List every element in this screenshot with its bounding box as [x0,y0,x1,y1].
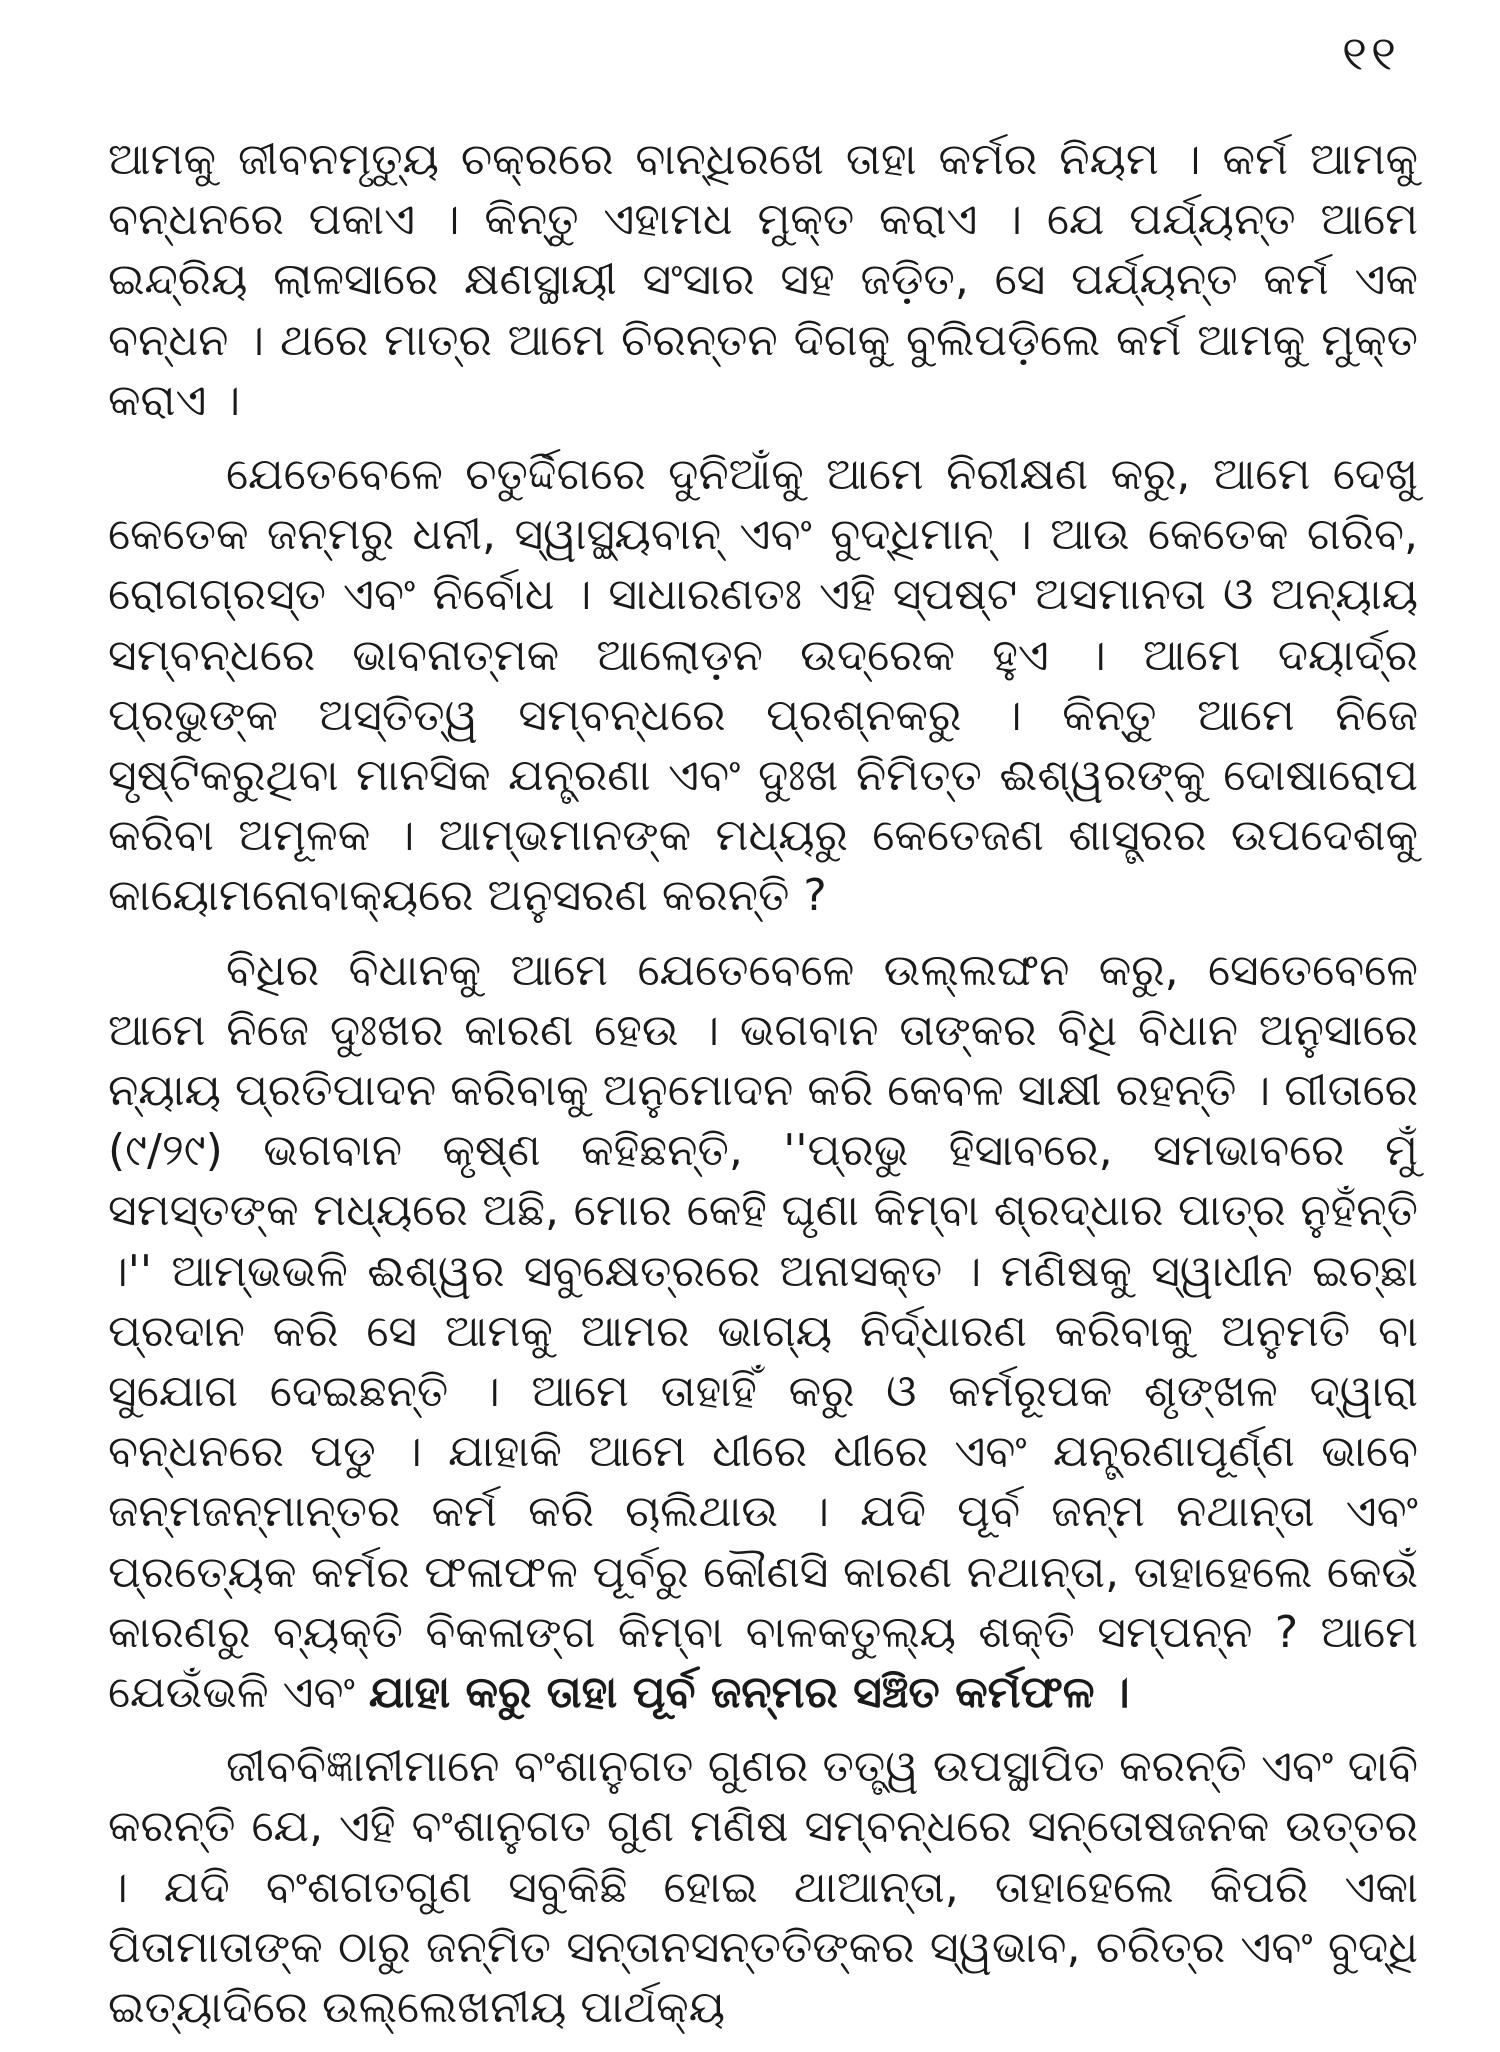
paragraph-4 [108,1737,1418,2038]
paragraph-4-text: ଜୀବବିଜ୍ଞାନୀମାନେ ବଂଶାନୁଗତ ଗୁଣର ତତ୍ତ୍ୱ ଉପସ୍ଥାପିତ କରନ୍ତି ଏବଂ ଦାବି କରନ୍ତି ଯେ, ଏହି ବଂଶାନୁଗତ ଗୁଣ ମଣିଷ ସମ୍ବନ୍ଧରେ ସନ୍ତୋଷଜନକ ଉତ୍ତର । ଯଦି ବଂଶଗତଗୁଣ ସବୁକିଛି ହୋଇ ଥାଆନ୍ତା, ତାହାହେଲେ କିପରି ଏକା ପିତାମାତାଙ୍କ ଠାରୁ ଜନ୍ମିତ ସନ୍ତାନସନ୍ତତିଙ୍କର ସ୍ୱଭାବ, ଚରିତ୍ର ଏବଂ ବୁଦ୍ଧି ଇତ୍ୟାଦିରେ ଉଲ୍ଲେଖନୀୟ ପାର୍ଥକ୍ୟ [108,1741,1418,2034]
paragraph-1 [108,130,1418,431]
paragraph-1-text: ଆମକୁ ଜୀବନମୃତ୍ୟୁ ଚକ୍ରରେ ବାନ୍ଧିରଖେ ତାହା କର୍ମର ନିୟମ । କର୍ମ ଆମକୁ ବନ୍ଧନରେ ପକାଏ । କିନ୍ତୁ ଏହାମଧ ମୁକ୍ତ କରାଏ । ଯେ ପର୍ଯ୍ୟନ୍ତ ଆମେ ଇନ୍ଦ୍ରିୟ ଲାଳସାରେ କ୍ଷଣସ୍ଥାୟୀ ସଂସାର ସହ ଜଡ଼ିତ, ସେ ପର୍ଯ୍ୟନ୍ତ କର୍ମ ଏକ ବନ୍ଧନ । ଥରେ ମାତ୍ର ଆମେ ଚିରନ୍ତନ ଦିଗକୁ ବୁଲିପଡ଼ିଲେ କର୍ମ ଆମକୁ ମୁକ୍ତ କରାଏ । [108,134,1418,426]
text-body [108,130,1418,2052]
page-number: ୧୧ [1341,26,1400,82]
paragraph-3 [108,941,1418,1724]
paragraph-3-text: ବିଧିର ବିଧାନକୁ ଆମେ ଯେତେବେଳେ ଉଲ୍ଲଙ୍ଘନ କରୁ, ସେତେବେଳେ ଆମେ ନିଜେ ଦୁଃଖର କାରଣ ହେଉ । ଭଗବାନ ତାଙ୍କର ବିଧି ବିଧାନ ଅନୁସାରେ ନ୍ୟାୟ ପ୍ରତିପାଦନ କରିବାକୁ ଅନୁମୋଦନ କରି କେବଳ ସାକ୍ଷୀ ରହନ୍ତି । ଗୀତାରେ (୯/୨୯) ଭଗବାନ କୃଷ୍ଣ କହିଛନ୍ତି, ''ପ୍ରଭୁ ହିସାବରେ, ସମଭାବରେ ମୁଁ ସମସ୍ତଙ୍କ ମଧ୍ୟରେ ଅଛି, ମୋର କେହି ଘୃଣା କିମ୍ବା ଶ୍ରଦ୍ଧାର ପାତ୍ର ନୁହଁନ୍ତି ।'' ଆମ୍ଭଭଳି ଈଶ୍ୱର ସବୁକ୍ଷେତ୍ରରେ ଅନାସକ୍ତ । ମଣିଷକୁ ସ୍ୱାଧୀନ ଇଚ୍ଛା ପ୍ରଦାନ କରି ସେ ଆମକୁ ଆମର ଭାଗ୍ୟ ନିର୍ଦ୍ଧାରଣ କରିବାକୁ ଅନୁମତି ବା ସୁଯୋଗ ଦେଇଛନ୍ତି । ଆମେ ତାହାହିଁ କରୁ ଓ କର୍ମରୂପକ ଶୃଙ୍ଖଳ ଦ୍ୱାରା ବନ୍ଧନରେ ପଡୁ । ଯାହାକି ଆମେ ଧୀରେ ଧୀରେ ଏବଂ ଯନ୍ତ୍ରଣାପୂର୍ଣ୍ଣ ଭାବେ ଜନ୍ମଜନ୍ମାନ୍ତର କର୍ମ କରି ଚାଲିଥାଉ । ଯଦି ପୂର୍ବ ଜନ୍ମ ନଥାନ୍ତା ଏବଂ ପ୍ରତ୍ୟେକ କର୍ମର ଫଳାଫଳ ପୂର୍ବରୁ କୌଣସି କାରଣ ନଥାନ୍ତା, ତାହାହେଲେ କେଉଁ କାରଣରୁ ବ୍ୟକ୍ତି ବିକଳାଙ୍ଗ କିମ୍ବା ବାଳକତୁଲ୍ୟ ଶକ୍ତି ସମ୍ପନ୍ନ ? ଆମେ ଯେଉଁଭଳି ଏବଂ [108,944,1418,1719]
paragraph-2 [108,445,1418,927]
paragraph-2-text: ଯେତେବେଳେ ଚତୁର୍ଦ୍ଦିଗରେ ଦୁନିଆଁକୁ ଆମେ ନିରୀକ୍ଷଣ କରୁ, ଆମେ ଦେଖୁ କେତେକ ଜନ୍ମରୁ ଧନୀ, ସ୍ୱାସ୍ଥ୍ୟବାନ୍ ଏବଂ ବୁଦ୍ଧିମାନ୍ । ଆଉ କେତେକ ଗରିବ, ରୋଗଗ୍ରସ୍ତ ଏବଂ ନିର୍ବୋଧ । ସାଧାରଣତଃ ଏହି ସ୍ପଷ୍ଟ ଅସମାନତା ଓ ଅନ୍ୟାୟ ସମ୍ବନ୍ଧରେ ଭାବନାତ୍ମକ ଆଲୋଡ଼ନ ଉଦ୍ରେକ ହୁଏ । ଆମେ ଦୟାର୍ଦ୍ର ପ୍ରଭୁଙ୍କ ଅସ୍ତିତ୍ୱ ସମ୍ବନ୍ଧରେ ପ୍ରଶ୍ନକରୁ । କିନ୍ତୁ ଆମେ ନିଜେ ସୃଷ୍ଟିକରୁଥିବା ମାନସିକ ଯନ୍ତ୍ରଣା ଏବଂ ଦୁଃଖ ନିମିତ୍ତ ଈଶ୍ୱରଙ୍କୁ ଦୋଷାରୋପ କରିବା ଅମୂଳକ । ଆମ୍ଭମାନଙ୍କ ମଧ୍ୟରୁ କେତେଜଣ ଶାସ୍ତ୍ରର ଉପଦେଶକୁ କାୟୋମନୋବାକ୍ୟରେ ଅନୁସରଣ କରନ୍ତି ? [108,449,1418,922]
paragraph-3-bold-text: ଯାହା କରୁ ତାହା ପୂର୍ବ ଜନ୍ମର ସଞ୍ଚିତ କର୍ମଫଳ । [368,1667,1130,1719]
